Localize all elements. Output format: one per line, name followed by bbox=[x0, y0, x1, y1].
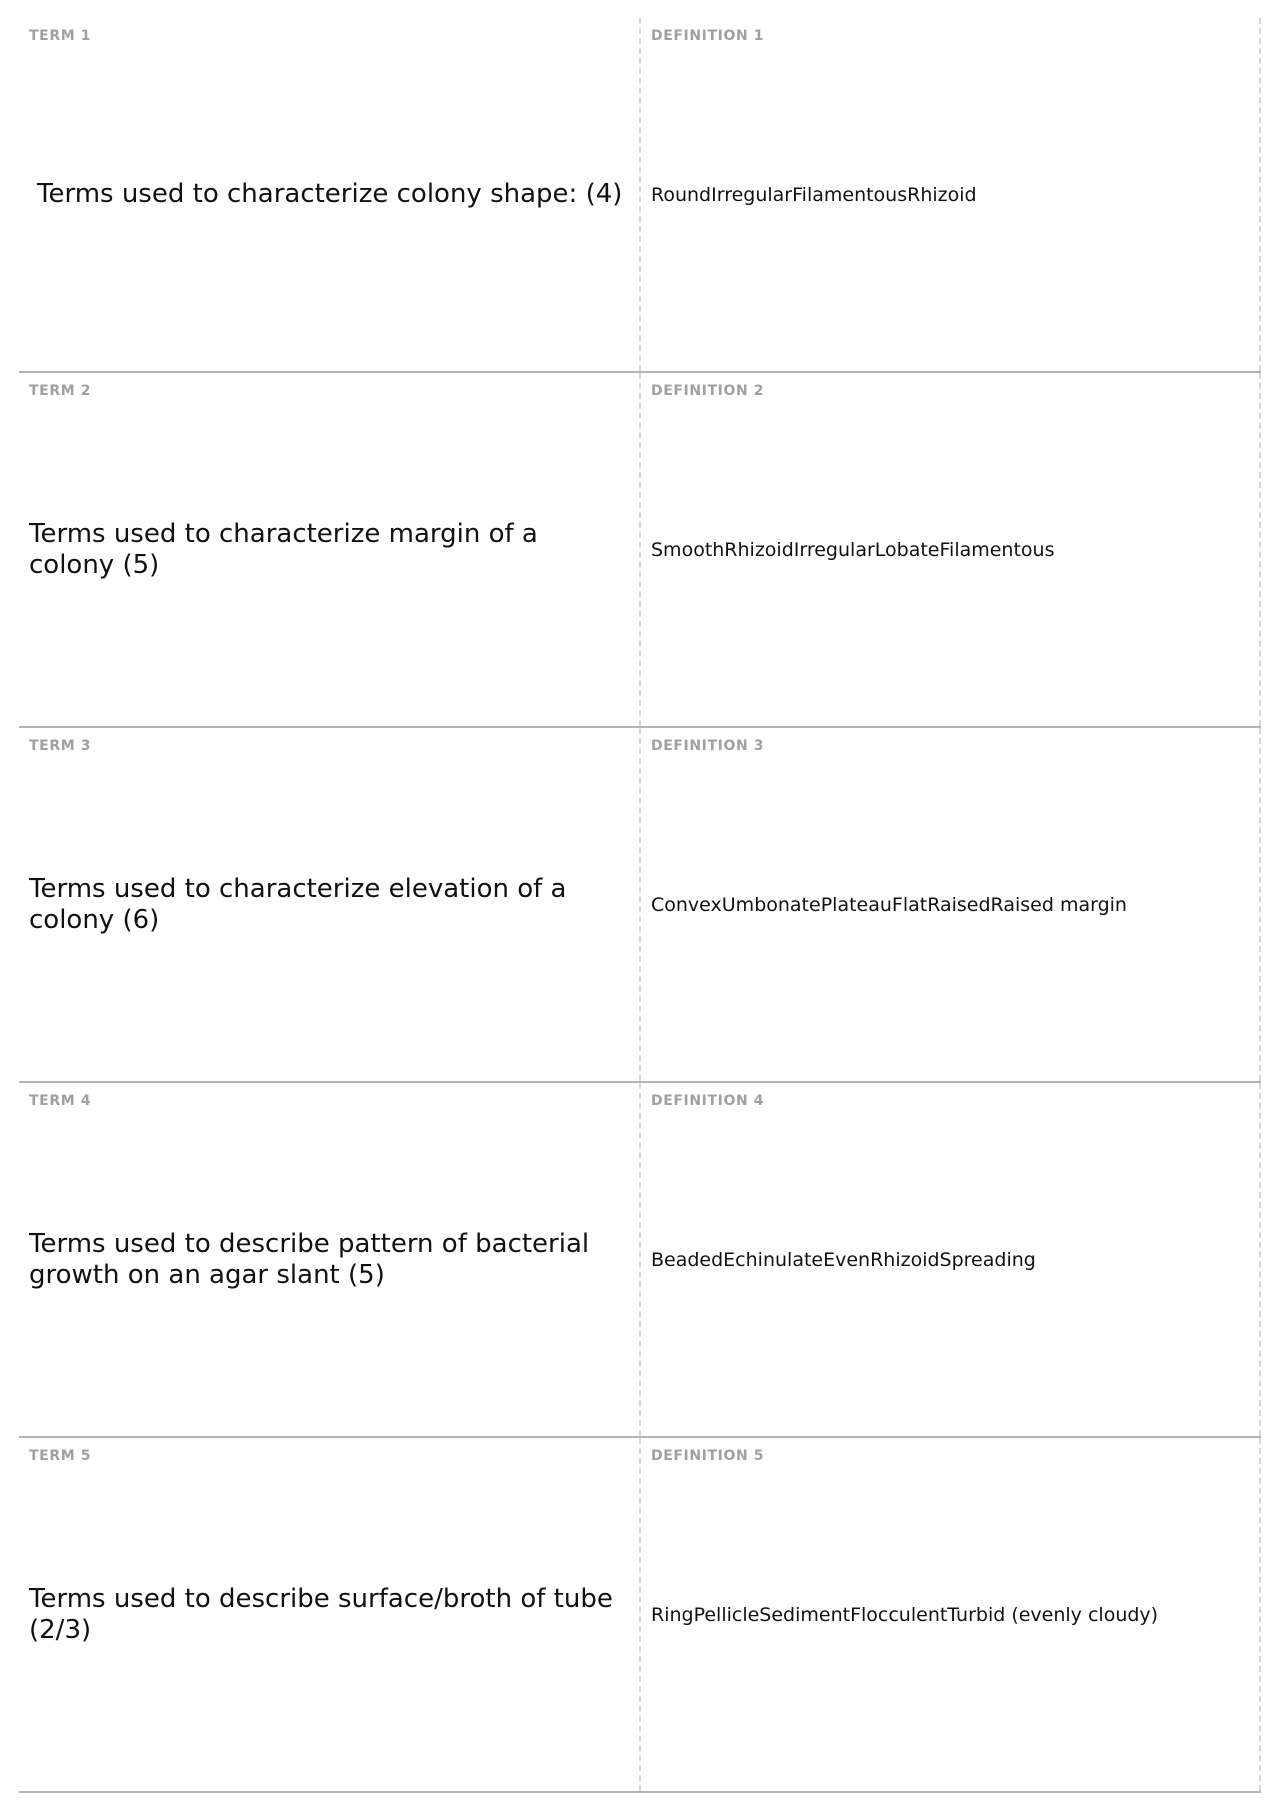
term-label-3: TERM 3 bbox=[29, 738, 92, 754]
term-cell-3 bbox=[19, 728, 641, 1081]
definition-cell-3 bbox=[641, 728, 1261, 1081]
flashcard-sheet bbox=[19, 18, 1261, 1793]
term-text-2: Terms used to characterize margin of a colony (5) bbox=[29, 518, 538, 580]
card-row-2 bbox=[19, 373, 1261, 728]
term-label-5: TERM 5 bbox=[29, 1448, 92, 1464]
definition-text-2: SmoothRhizoidIrregularLobateFilamentous bbox=[651, 538, 1055, 561]
definition-label-3: DEFINITION 3 bbox=[651, 738, 765, 754]
definition-cell-4 bbox=[641, 1083, 1261, 1436]
definition-cell-1 bbox=[641, 18, 1261, 371]
term-text-3: Terms used to characterize elevation of a colony (6) bbox=[29, 873, 567, 935]
term-cell-5 bbox=[19, 1438, 641, 1791]
term-text-5: Terms used to describe surface/broth of tube (2/3) bbox=[29, 1583, 613, 1645]
term-text-4: Terms used to describe pattern of bacterial growth on an agar slant (5) bbox=[29, 1228, 590, 1290]
term-label-4: TERM 4 bbox=[29, 1093, 92, 1109]
definition-label-5: DEFINITION 5 bbox=[651, 1448, 765, 1464]
definition-cell-5 bbox=[641, 1438, 1261, 1791]
definition-text-3: ConvexUmbonatePlateauFlatRaisedRaised margin bbox=[651, 893, 1127, 916]
term-cell-1 bbox=[19, 18, 641, 371]
card-row-5 bbox=[19, 1438, 1261, 1793]
term-text-1: Terms used to characterize colony shape: (4) bbox=[37, 179, 623, 209]
term-cell-4 bbox=[19, 1083, 641, 1436]
term-label-1: TERM 1 bbox=[29, 28, 92, 44]
term-label-2: TERM 2 bbox=[29, 383, 92, 399]
definition-text-1: RoundIrregularFilamentousRhizoid bbox=[651, 183, 977, 206]
card-row-4 bbox=[19, 1083, 1261, 1438]
card-row-3 bbox=[19, 728, 1261, 1083]
definition-text-5: RingPellicleSedimentFlocculentTurbid (evenly cloudy) bbox=[651, 1603, 1159, 1626]
definition-cell-2 bbox=[641, 373, 1261, 726]
card-row-1 bbox=[19, 18, 1261, 373]
definition-label-2: DEFINITION 2 bbox=[651, 383, 765, 399]
term-cell-2 bbox=[19, 373, 641, 726]
definition-label-4: DEFINITION 4 bbox=[651, 1093, 765, 1109]
definition-text-4: BeadedEchinulateEvenRhizoidSpreading bbox=[651, 1248, 1036, 1271]
definition-label-1: DEFINITION 1 bbox=[651, 28, 765, 44]
